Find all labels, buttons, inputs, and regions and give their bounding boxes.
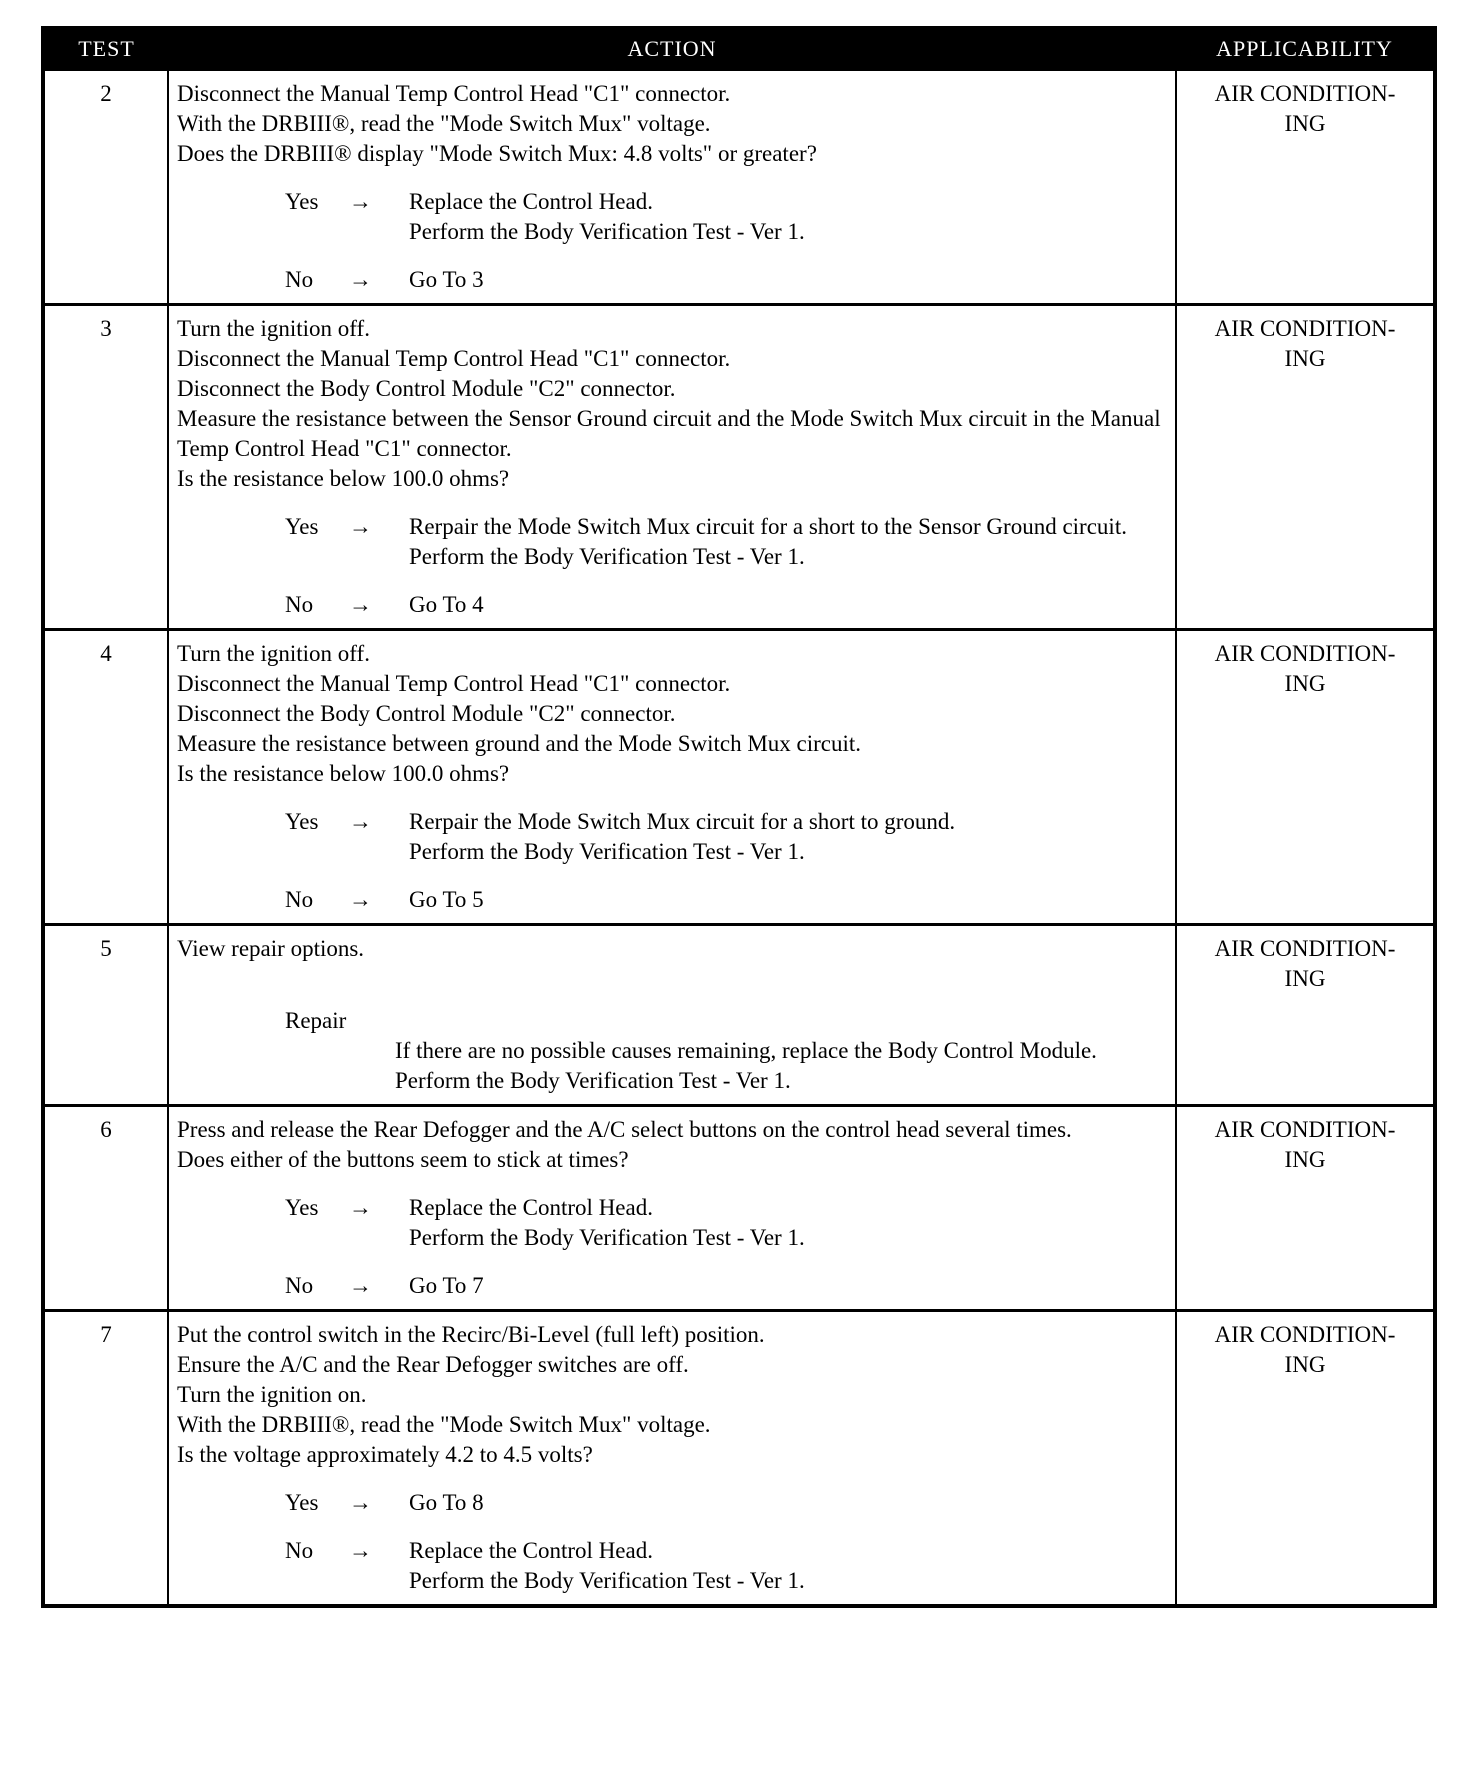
answer-result — [409, 1536, 1167, 1596]
result-line: Go To 5 — [409, 887, 484, 912]
result-line: Perform the Body Verification Test - Ver 1. — [409, 839, 805, 864]
action-line: Does the DRBIII® display "Mode Switch Mux: 4.8 volts" or greater? — [177, 141, 817, 166]
action-line: Disconnect the Body Control Module "C2" connector. — [177, 701, 676, 726]
answer-yes — [177, 1193, 1167, 1253]
answer-yes — [177, 1488, 1167, 1518]
action-line: With the DRBIII®, read the "Mode Switch Mux" voltage. — [177, 111, 711, 136]
answer-result — [409, 885, 1167, 915]
answer-label: No — [285, 1538, 314, 1563]
header-action: ACTION — [168, 28, 1176, 70]
result-line: Go To 7 — [409, 1273, 484, 1298]
applicability-line: AIR CONDITION- — [1214, 1322, 1396, 1347]
arrow-icon: → — [349, 592, 372, 617]
arrow-icon: → — [349, 1195, 372, 1220]
result-line: Go To 4 — [409, 592, 484, 617]
answer-label: Yes — [285, 1490, 319, 1515]
answer-yes — [177, 512, 1167, 572]
result-line: Replace the Control Head. — [409, 1538, 653, 1563]
arrow-icon: → — [349, 887, 372, 912]
repair-text: If there are no possible causes remaining, replace the Body Control Module. — [395, 1038, 1097, 1063]
applicability-line: ING — [1284, 111, 1326, 136]
header-test: TEST — [43, 28, 168, 70]
action-line: Turn the ignition on. — [177, 1382, 367, 1407]
answer-label: Yes — [285, 1195, 319, 1220]
action-cell — [168, 1311, 1176, 1607]
applicability-cell — [1176, 925, 1435, 1106]
applicability-cell — [1176, 70, 1435, 305]
result-line: Rerpair the Mode Switch Mux circuit for a short to ground. — [409, 809, 956, 834]
result-line: Perform the Body Verification Test - Ver 1. — [409, 219, 805, 244]
arrow-icon: → — [349, 1273, 372, 1298]
answer-result — [409, 1271, 1167, 1301]
answer-result — [409, 1488, 1167, 1518]
applicability-line: AIR CONDITION- — [1214, 641, 1396, 666]
applicability-line: AIR CONDITION- — [1214, 81, 1396, 106]
applicability-cell — [1176, 630, 1435, 925]
answer-result — [409, 187, 1167, 247]
action-line: Turn the ignition off. — [177, 316, 370, 341]
result-line: Go To 8 — [409, 1490, 484, 1515]
arrow-icon: → — [349, 809, 372, 834]
result-line: Go To 3 — [409, 267, 484, 292]
answer-label: Yes — [285, 514, 319, 539]
arrow-icon: → — [349, 1538, 372, 1563]
test-number: 3 — [43, 305, 168, 630]
applicability-line: ING — [1284, 1147, 1326, 1172]
arrow-icon: → — [349, 267, 372, 292]
answer-label: No — [285, 887, 314, 912]
diagnostic-table — [41, 26, 1437, 1608]
answer-label: Yes — [285, 189, 319, 214]
answer-result — [409, 807, 1167, 867]
result-line: Replace the Control Head. — [409, 1195, 653, 1220]
test-number: 2 — [43, 70, 168, 305]
arrow-icon: → — [349, 514, 372, 539]
answer-yes — [177, 187, 1167, 247]
test-number: 4 — [43, 630, 168, 925]
applicability-line: AIR CONDITION- — [1214, 316, 1396, 341]
test-number: 7 — [43, 1311, 168, 1607]
answer-label: No — [285, 592, 314, 617]
action-line: Press and release the Rear Defogger and the A/C select buttons on the control head several times. — [177, 1117, 1072, 1142]
arrow-icon: → — [349, 1490, 372, 1515]
arrow-icon: → — [349, 189, 372, 214]
answer-label: No — [285, 267, 314, 292]
answer-no — [177, 1536, 1167, 1596]
applicability-line: ING — [1284, 966, 1326, 991]
table-row — [43, 1106, 1435, 1311]
table-row — [43, 305, 1435, 630]
applicability-line: AIR CONDITION- — [1214, 1117, 1396, 1142]
action-line: Is the voltage approximately 4.2 to 4.5 volts? — [177, 1442, 593, 1467]
table-header-row — [43, 28, 1435, 70]
answer-yes — [177, 807, 1167, 867]
result-line: Replace the Control Head. — [409, 189, 653, 214]
table-row — [43, 630, 1435, 925]
answer-result — [409, 1193, 1167, 1253]
result-line: Perform the Body Verification Test - Ver 1. — [409, 1225, 805, 1250]
action-line: Measure the resistance between ground and the Mode Switch Mux circuit. — [177, 731, 862, 756]
action-line: Is the resistance below 100.0 ohms? — [177, 761, 510, 786]
test-number: 6 — [43, 1106, 168, 1311]
repair-block — [177, 1006, 1167, 1096]
answer-label: No — [285, 1273, 314, 1298]
applicability-line: AIR CONDITION- — [1214, 936, 1396, 961]
table-row — [43, 925, 1435, 1106]
action-cell — [168, 305, 1176, 630]
action-line: Disconnect the Body Control Module "C2" connector. — [177, 376, 676, 401]
result-line: Perform the Body Verification Test - Ver 1. — [409, 544, 805, 569]
answer-no — [177, 265, 1167, 295]
applicability-line: ING — [1284, 671, 1326, 696]
table-row — [43, 70, 1435, 305]
action-line: View repair options. — [177, 936, 365, 961]
action-line: Measure the resistance between the Sensor Ground circuit and the Mode Switch Mux circuit in the Manual Temp Control Head "C1" connector. — [177, 406, 1161, 461]
result-line: Rerpair the Mode Switch Mux circuit for a short to the Sensor Ground circuit. — [409, 514, 1127, 539]
action-line: Does either of the buttons seem to stick at times? — [177, 1147, 629, 1172]
action-cell — [168, 925, 1176, 1106]
action-line: Turn the ignition off. — [177, 641, 370, 666]
repair-text: Perform the Body Verification Test - Ver 1. — [395, 1068, 791, 1093]
applicability-cell — [1176, 1106, 1435, 1311]
action-cell — [168, 70, 1176, 305]
answer-result — [409, 512, 1167, 572]
action-line: Disconnect the Manual Temp Control Head "C1" connector. — [177, 671, 731, 696]
action-line: Disconnect the Manual Temp Control Head "C1" connector. — [177, 81, 731, 106]
applicability-cell — [1176, 1311, 1435, 1607]
applicability-line: ING — [1284, 1352, 1326, 1377]
action-line: Put the control switch in the Recirc/Bi-Level (full left) position. — [177, 1322, 765, 1347]
action-line: Is the resistance below 100.0 ohms? — [177, 466, 510, 491]
answer-no — [177, 1271, 1167, 1301]
answer-no — [177, 885, 1167, 915]
table-row — [43, 1311, 1435, 1607]
test-number: 5 — [43, 925, 168, 1106]
applicability-line: ING — [1284, 346, 1326, 371]
action-cell — [168, 630, 1176, 925]
header-applicability: APPLICABILITY — [1176, 28, 1435, 70]
action-line: With the DRBIII®, read the "Mode Switch Mux" voltage. — [177, 1412, 711, 1437]
applicability-cell — [1176, 305, 1435, 630]
result-line: Perform the Body Verification Test - Ver 1. — [409, 1568, 805, 1593]
answer-no — [177, 590, 1167, 620]
answer-result — [409, 265, 1167, 295]
table-body — [43, 70, 1435, 1607]
answer-label: Yes — [285, 809, 319, 834]
answer-result — [409, 590, 1167, 620]
action-line: Ensure the A/C and the Rear Defogger switches are off. — [177, 1352, 689, 1377]
repair-label: Repair — [285, 1008, 347, 1033]
action-cell — [168, 1106, 1176, 1311]
action-line: Disconnect the Manual Temp Control Head "C1" connector. — [177, 346, 731, 371]
